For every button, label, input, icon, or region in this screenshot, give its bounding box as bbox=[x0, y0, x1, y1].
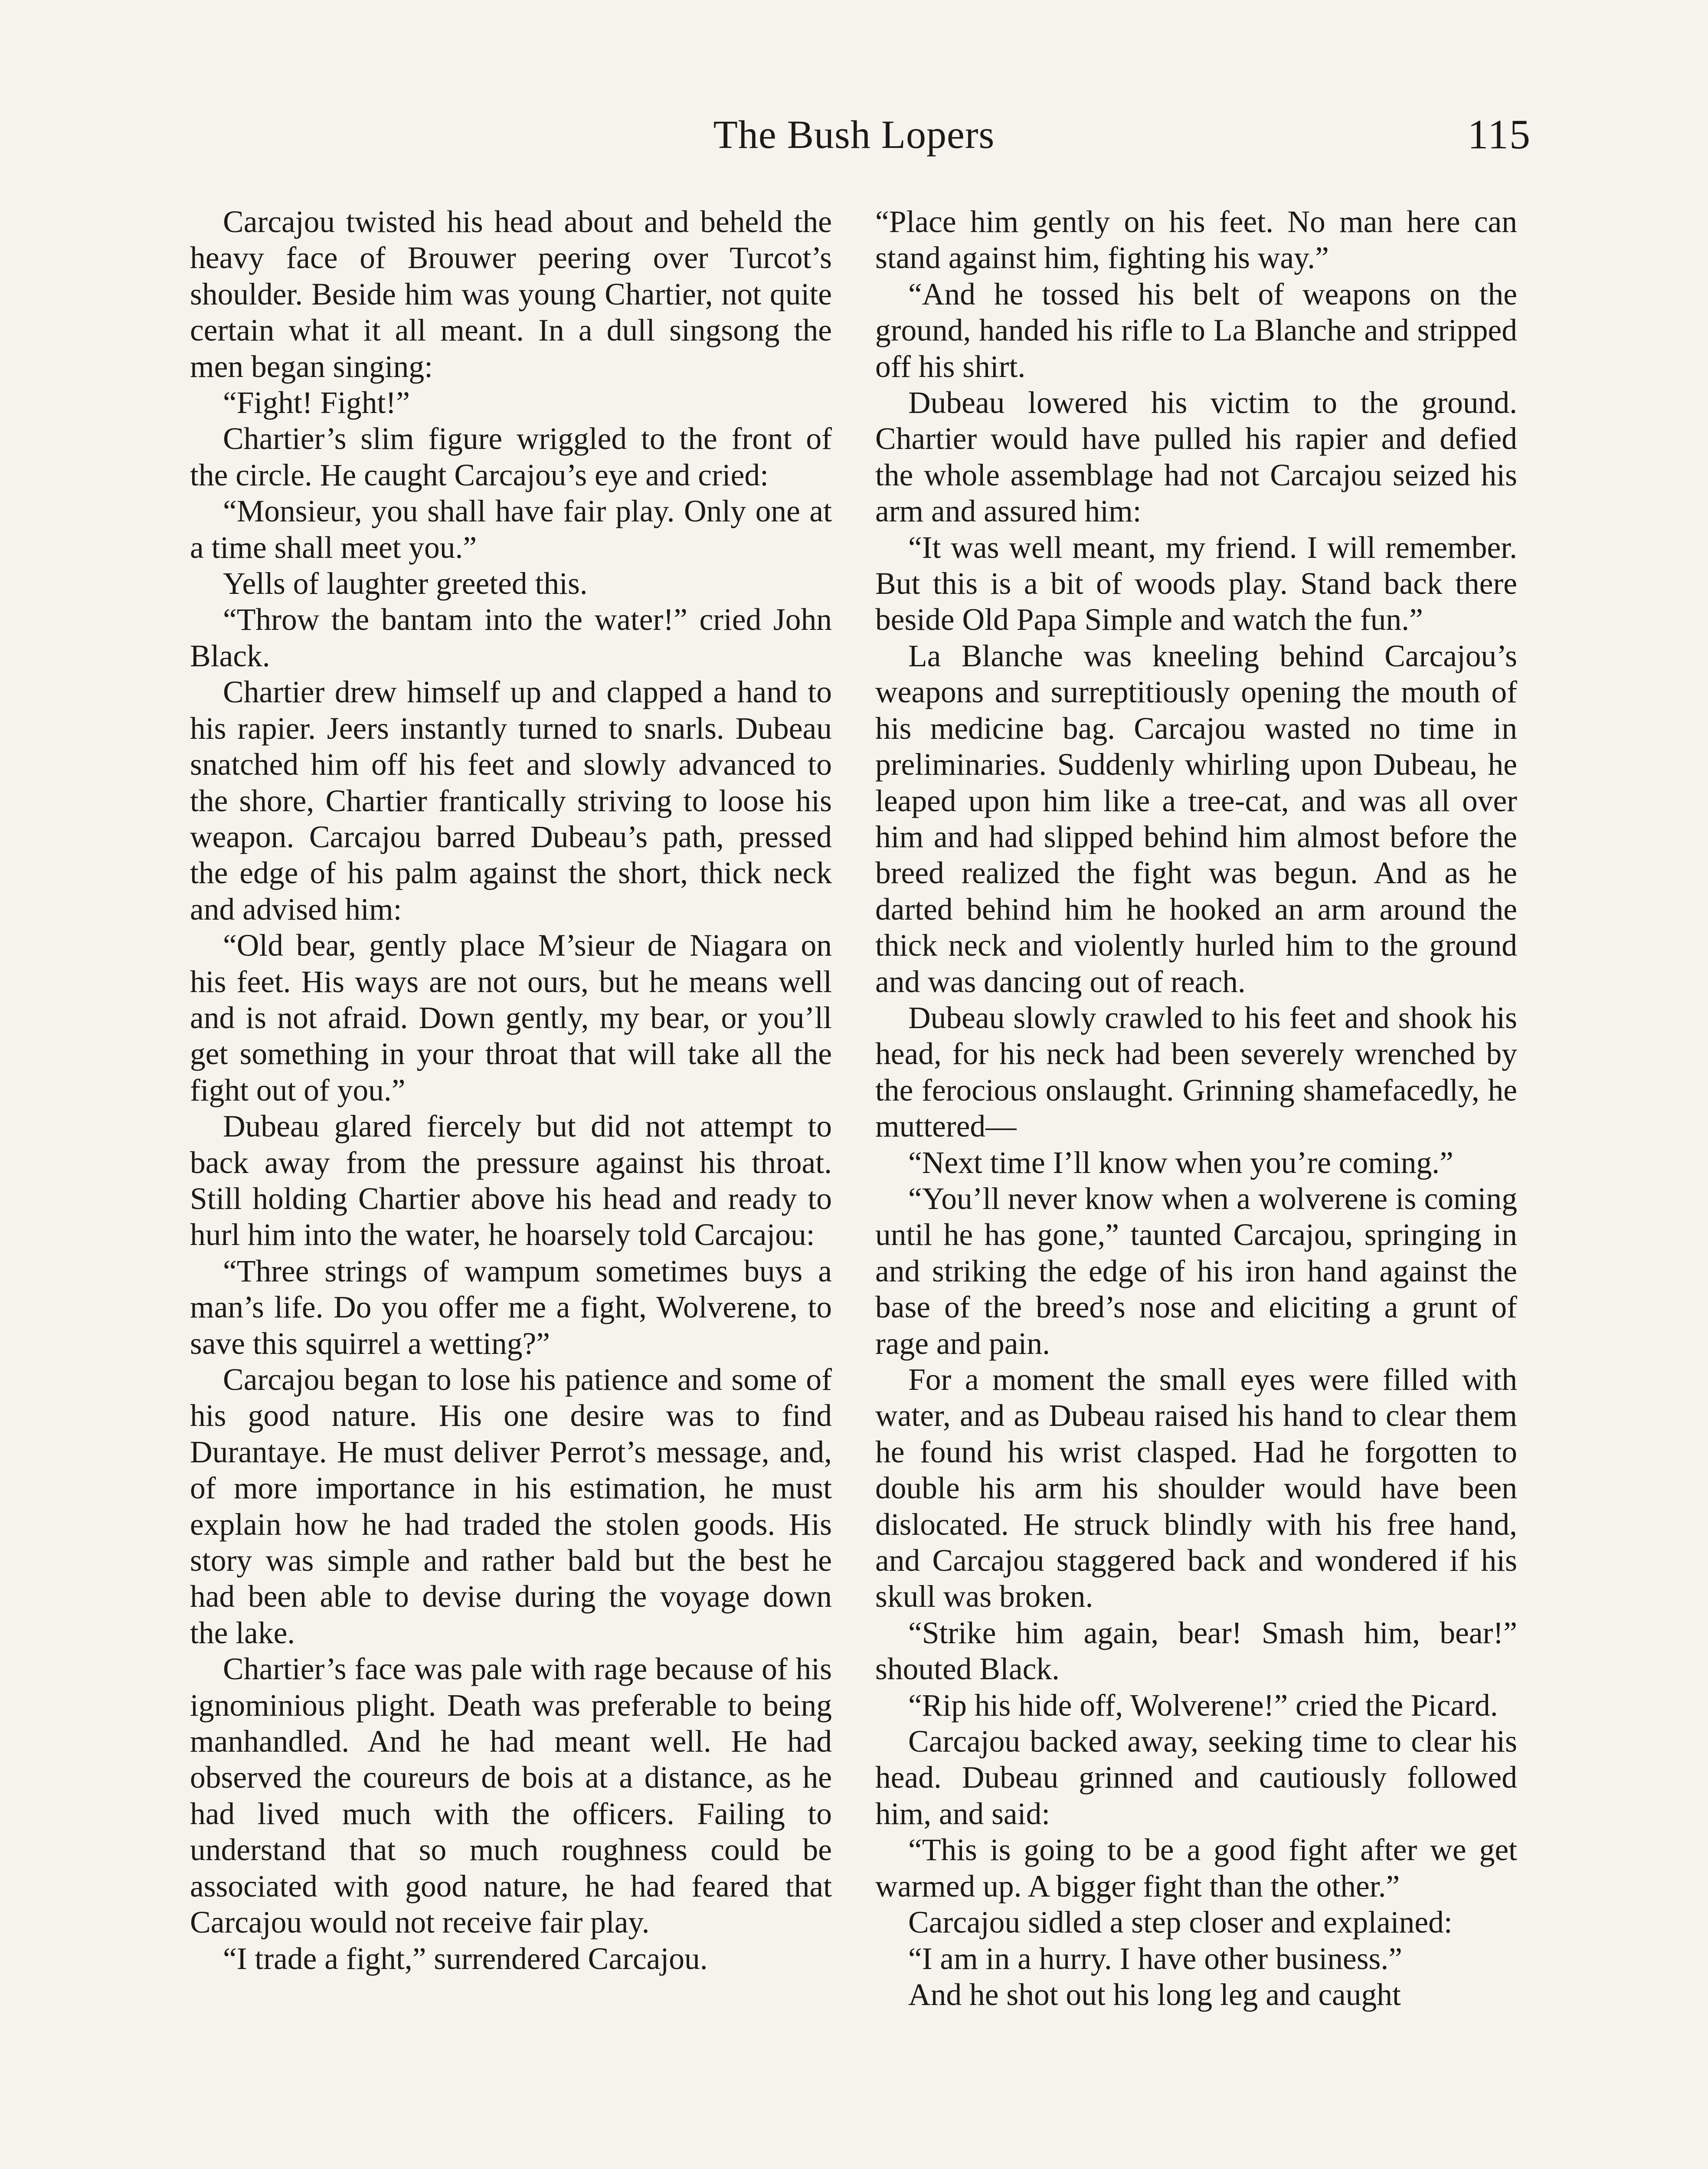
paragraph: “Place him gently on his feet. No man here can stand against him, fighting his way.” bbox=[875, 205, 1517, 275]
paragraph: Yells of laughter greeted this. bbox=[223, 567, 588, 601]
paragraph: For a moment the small eyes were filled with water, and as Dubeau raised his hand to clear them he found his wrist clasped. Had he forgotten to double his arm his shoulder would have been dislocated. He struck blindly with his free hand, and Carcajou staggered back and wondered if his skull was broken. bbox=[875, 1363, 1517, 1614]
paragraph: “You’ll never know when a wolverene is coming until he has gone,” taunted Carcajou, springing in and striking the edge of his iron hand against the base of the breed’s nose and eliciting a grunt of rage and pain. bbox=[875, 1181, 1517, 1361]
paragraph: And he shot out his long leg and caught bbox=[908, 1977, 1401, 2012]
paragraph: “Monsieur, you shall have fair play. Only one at a time shall meet you.” bbox=[190, 494, 832, 565]
left-text-column bbox=[190, 204, 832, 1977]
paragraph: “And he tossed his belt of weapons on the ground, handed his rifle to La Blanche and stripped off his shirt. bbox=[875, 277, 1517, 384]
paragraph: “Three strings of wampum sometimes buys a man’s life. Do you offer me a fight, Wolverene, to save this squirrel a wetting?” bbox=[190, 1254, 832, 1361]
paragraph: Dubeau lowered his victim to the ground. Chartier would have pulled his rapier and defied the whole assemblage had not Carcajou seized his arm and assured him: bbox=[875, 386, 1517, 529]
paragraph: “Strike him again, bear! Smash him, bear!” shouted Black. bbox=[875, 1615, 1517, 1687]
paragraph: “It was well meant, my friend. I will remember. But this is a bit of woods play. Stand back there beside Old Papa Simple and watch the fun.” bbox=[875, 530, 1517, 637]
paragraph: Carcajou sidled a step closer and explained: bbox=[908, 1905, 1453, 1940]
paragraph: Dubeau slowly crawled to his feet and shook his head, for his neck had been severely wrenched by the ferocious onslaught. Grinning shamefacedly, he muttered— bbox=[875, 1000, 1517, 1144]
paragraph: “This is going to be a good fight after we get warmed up. A bigger fight than the other.” bbox=[875, 1833, 1517, 1904]
page-number: 115 bbox=[1467, 111, 1531, 157]
paragraph: Carcajou backed away, seeking time to clear his head. Dubeau grinned and cautiously followed him, and said: bbox=[875, 1724, 1517, 1831]
running-header bbox=[0, 108, 1708, 161]
paragraph: “Throw the bantam into the water!” cried John Black. bbox=[190, 603, 832, 673]
paragraph: “I am in a hurry. I have other business.” bbox=[908, 1941, 1402, 1976]
paragraph: “Fight! Fight!” bbox=[223, 386, 410, 420]
right-text-column bbox=[875, 204, 1517, 2013]
running-title: The Bush Lopers bbox=[713, 112, 995, 157]
paragraph: “I trade a fight,” surrendered Carcajou. bbox=[223, 1941, 708, 1976]
paragraph: Chartier’s slim figure wriggled to the front of the circle. He caught Carcajou’s eye and cried: bbox=[190, 422, 832, 492]
paragraph: “Rip his hide off, Wolverene!” cried the Picard. bbox=[908, 1688, 1498, 1723]
paragraph: “Next time I’ll know when you’re coming.” bbox=[908, 1145, 1453, 1180]
paragraph: Chartier drew himself up and clapped a hand to his rapier. Jeers instantly turned to snarls. Dubeau snatched him off his feet and slowly advanced to the shore, Chartier frantically striving to loose his weapon. Carcajou barred Dubeau’s path, pressed the edge of his palm against the short, thick neck and advised him: bbox=[190, 675, 832, 927]
paragraph: La Blanche was kneeling behind Carcajou’s weapons and surreptitiously opening the mouth of his medicine bag. Carcajou wasted no time in preliminaries. Suddenly whirling upon Dubeau, he leaped upon him like a tree-cat, and was all over him and had slipped behind him almost before the breed realized the fight was begun. And as he darted behind him he hooked an arm around the thick neck and violently hurled him to the ground and was dancing out of reach. bbox=[875, 639, 1517, 999]
paragraph: Carcajou twisted his head about and beheld the heavy face of Brouwer peering over Turcot’s shoulder. Beside him was young Chartier, not quite certain what it all meant. In a dull singsong the men began singing: bbox=[190, 205, 832, 384]
paragraph: Chartier’s face was pale with rage because of his ignominious plight. Death was preferable to being manhandled. And he had meant well. He had observed the coureurs de bois at a distance, as he had lived much with the officers. Failing to understand that so much roughness could be associated with good nature, he had feared that Carcajou would not receive fair play. bbox=[190, 1652, 832, 1940]
paragraph: Carcajou began to lose his patience and some of his good nature. His one desire was to find Durantaye. He must deliver Perrot’s message, and, of more importance in his estimation, he must explain how he had traded the stolen goods. His story was simple and rather bald but the best he had been able to devise during the voyage down the lake. bbox=[190, 1363, 832, 1650]
paragraph: “Old bear, gently place M’sieur de Niagara on his feet. His ways are not ours, but he means well and is not afraid. Down gently, my bear, or you’ll get something in your throat that will take all the fight out of you.” bbox=[190, 928, 832, 1107]
paragraph: Dubeau glared fiercely but did not attempt to back away from the pressure against his throat. Still holding Chartier above his head and ready to hurl him into the water, he hoarsely told Carcajou: bbox=[190, 1109, 832, 1252]
